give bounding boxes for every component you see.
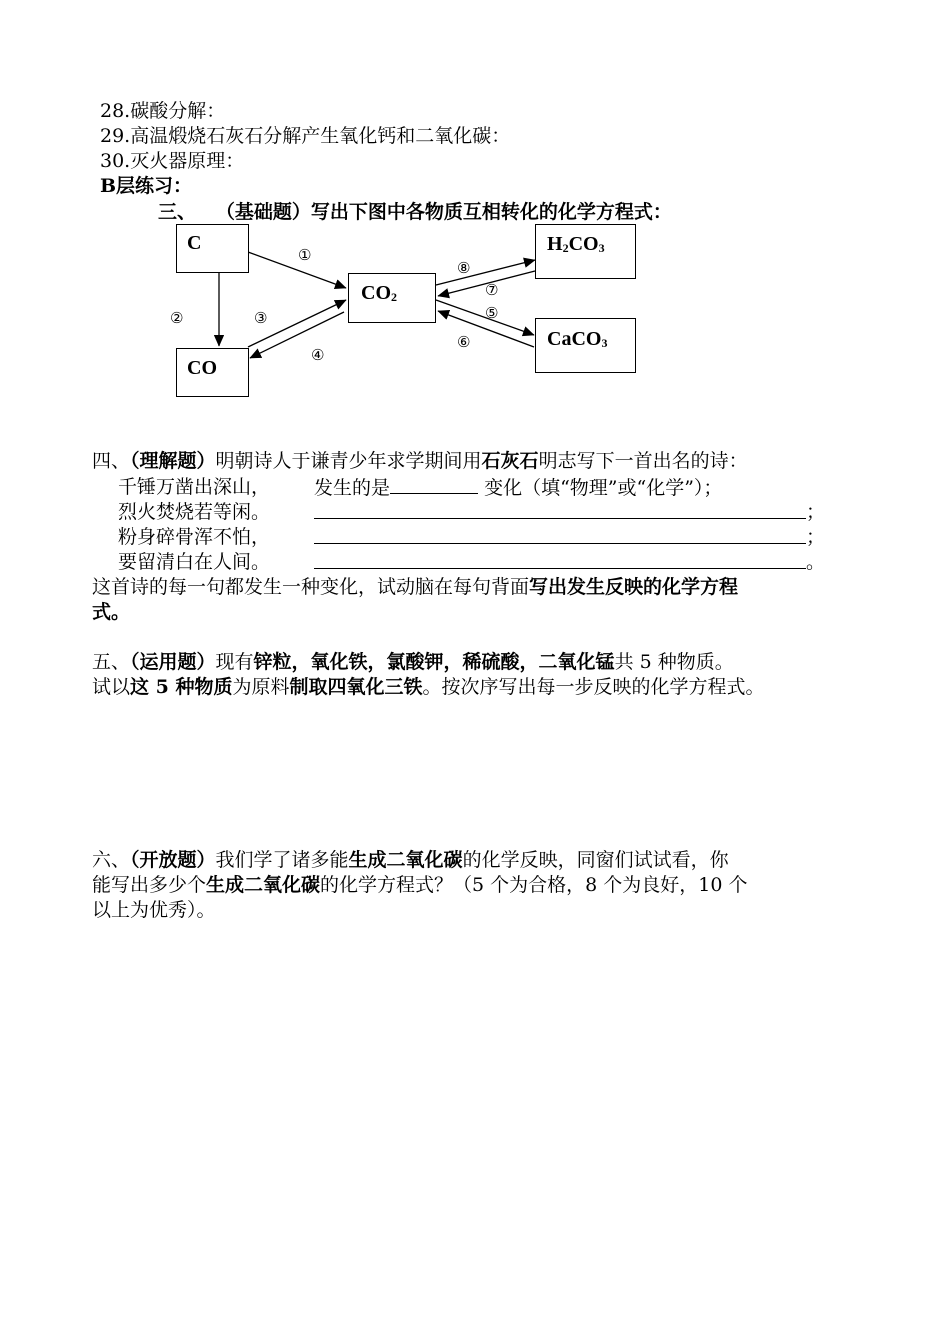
semicolon-2: ； xyxy=(806,501,826,523)
section-3-title: （基础题）写出下图中各物质互相转化的化学方程式： xyxy=(215,201,672,223)
section-6-line-3: 以上为优秀）。 xyxy=(92,899,216,921)
diagram-arrows xyxy=(0,0,950,420)
section-6-prefix: 六、 xyxy=(92,849,131,871)
marker-6: ⑥ xyxy=(457,333,471,351)
period-4: 。 xyxy=(806,551,826,573)
semicolon-3: ； xyxy=(806,526,826,548)
node-co2: $CO_2$ xyxy=(348,273,436,323)
item-29: 29.高温煅烧石灰石分解产生氧化钙和二氧化碳： xyxy=(100,125,511,147)
marker-2: ② xyxy=(170,309,184,327)
poem-line-2: 烈火焚烧若等闲。 xyxy=(118,501,271,523)
section-6-line-1: 六、（开放题）我们学了诸多能生成二氧化碳的化学反映，同窗们试试看，你 xyxy=(92,849,729,871)
section-4-outro: 这首诗的每一句都发生一种变化，试动脑在每句背面写出发生反映的化学方程 xyxy=(92,576,739,598)
node-co: CO xyxy=(176,348,249,397)
answer-blank-change-type[interactable] xyxy=(390,475,478,494)
section-5-prefix: 五、 xyxy=(92,651,131,673)
poem-line-1: 千锤万凿出深山， xyxy=(118,476,271,498)
answer-line-3[interactable] xyxy=(314,525,806,544)
answer-line-4[interactable] xyxy=(314,550,806,569)
marker-1: ① xyxy=(298,246,312,264)
poem-line-4: 要留清白在人间。 xyxy=(118,551,271,573)
section-5-line-2: 试以这 5 种物质为原料制取四氧化三铁。按次序写出每一步反映的化学方程式。 xyxy=(92,676,765,698)
section-5-line-1: 五、（运用题）现有锌粒，氧化铁，氯酸钾，稀硫酸，二氧化锰共 5 种物质。 xyxy=(92,651,734,673)
poem-line-3: 粉身碎骨浑不怕， xyxy=(118,526,271,548)
arrow-1-c-to-co2 xyxy=(248,252,346,288)
marker-5: ⑤ xyxy=(485,304,499,322)
section-4-prefix: 四、 xyxy=(92,450,131,472)
b-section-heading: B层练习： xyxy=(100,175,193,197)
section-4-outro-end: 式。 xyxy=(92,601,131,623)
marker-7: ⑦ xyxy=(485,281,499,299)
item-30: 30.灭火器原理： xyxy=(100,150,245,172)
section-4-intro: 四、（理解题）明朝诗人于谦青少年求学期间用石灰石明志写下一首出名的诗： xyxy=(92,450,748,472)
marker-8: ⑧ xyxy=(457,259,471,277)
node-caco3: CaCO$_3$ xyxy=(535,318,636,373)
section-6-line-2: 能写出多少个生成二氧化碳的化学方程式？（5 个为合格，8 个为良好，10 个 xyxy=(92,874,748,896)
marker-3: ③ xyxy=(254,309,268,327)
section-5-tag: （运用题） xyxy=(130,651,216,673)
answer-line-2[interactable] xyxy=(314,500,806,519)
poem-line-1-question: 发生的是 变化（填“物理”或“化学”）； xyxy=(314,477,723,499)
marker-4: ④ xyxy=(311,346,325,364)
section-4-tag: （理解题） xyxy=(130,450,216,472)
node-h2co3: $H_2CO_3$ xyxy=(535,224,636,279)
section-6-tag: （开放题） xyxy=(130,849,216,871)
item-28: 28.碳酸分解： xyxy=(100,100,226,122)
node-c: C xyxy=(176,224,249,273)
section-3-prefix: 三、 xyxy=(158,201,197,223)
